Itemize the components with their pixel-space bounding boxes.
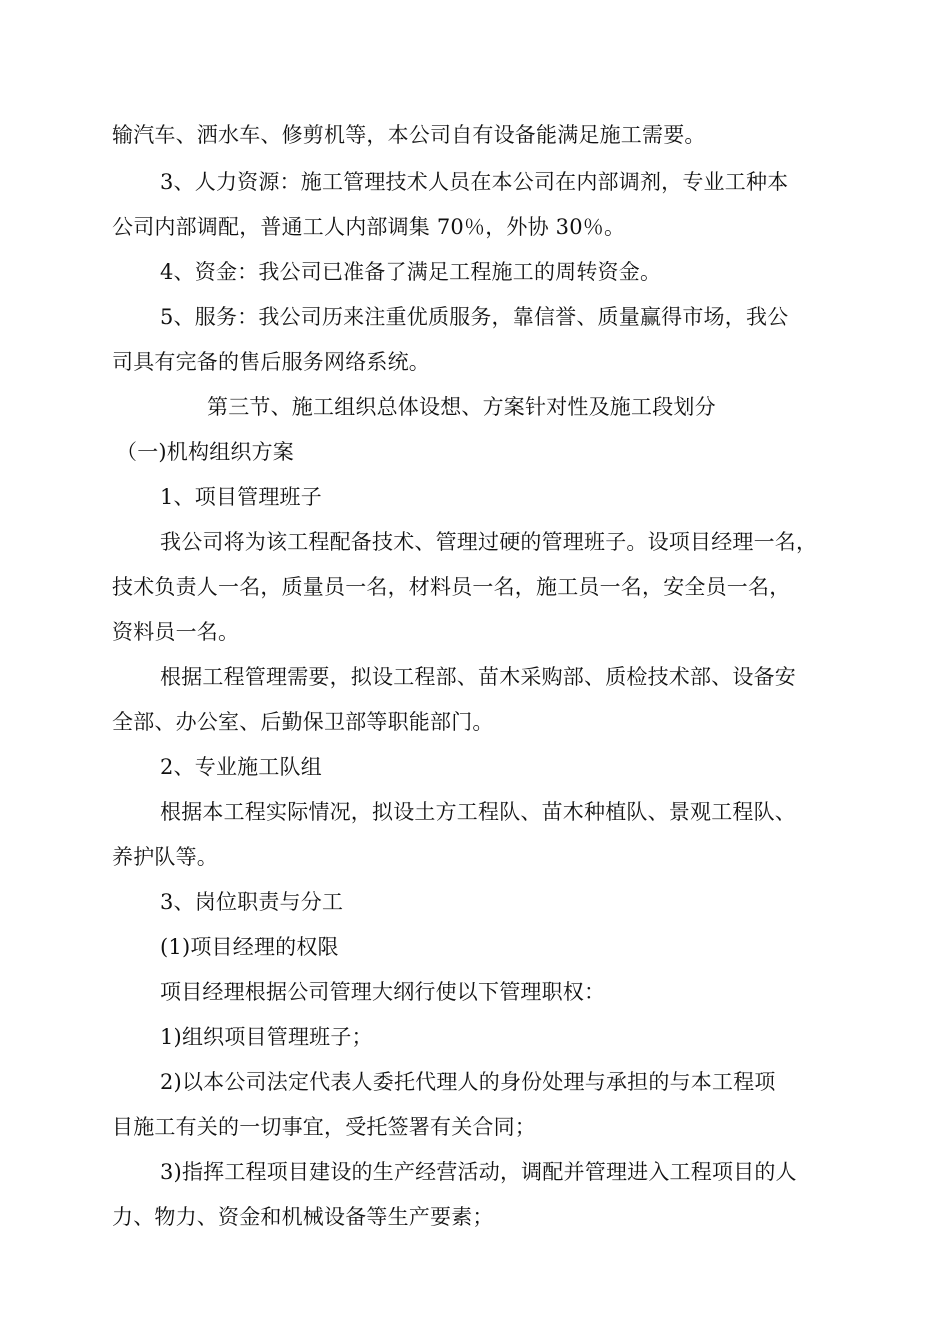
list-item: 3)指挥工程项目建设的生产经营活动，调配并管理进入工程项目的人 — [160, 1160, 797, 1184]
list-item: 2)以本公司法定代表人委托代理人的身份处理与承担的与本工程项 — [160, 1070, 776, 1094]
body-line: 项目经理根据公司管理大纲行使以下管理职权： — [160, 980, 606, 1004]
body-line: 根据本工程实际情况，拟设土方工程队、苗木种植队、景观工程队、 — [160, 800, 796, 824]
body-line: 力、物力、资金和机械设备等生产要素； — [112, 1205, 494, 1229]
body-line: 技术负责人一名，质量员一名，材料员一名，施工员一名，安全员一名， — [112, 575, 791, 599]
body-line: 我公司将为该工程配备技术、管理过硬的管理班子。设项目经理一名， — [160, 530, 818, 554]
body-line: 3、人力资源：施工管理技术人员在本公司在内部调剂，专业工种本 — [160, 170, 789, 194]
body-line: 司具有完备的售后服务网络系统。 — [112, 350, 430, 374]
item-heading: 3、岗位职责与分工 — [160, 890, 344, 914]
body-line: 根据工程管理需要，拟设工程部、苗木采购部、质检技术部、设备安 — [160, 665, 796, 689]
body-line: 全部、办公室、后勤保卫部等职能部门。 — [112, 710, 494, 734]
list-item: 1)组织项目管理班子； — [160, 1025, 373, 1049]
body-line: 5、服务：我公司历来注重优质服务，靠信誉、质量赢得市场，我公 — [160, 305, 789, 329]
item-heading: 1、项目管理班子 — [160, 485, 322, 509]
body-line: 公司内部调配，普通工人内部调集 70％，外协 30％。 — [112, 215, 626, 239]
item-heading: 2、专业施工队组 — [160, 755, 322, 779]
subsection-heading: （一)机构组织方案 — [116, 440, 294, 464]
body-line: 输汽车、洒水车、修剪机等，本公司自有设备能满足施工需要。 — [112, 123, 706, 147]
body-line: 4、资金：我公司已准备了满足工程施工的周转资金。 — [160, 260, 662, 284]
body-line: 资料员一名。 — [112, 620, 240, 644]
item-heading: (1)项目经理的权限 — [160, 935, 339, 959]
body-line: 养护队等。 — [112, 845, 218, 869]
section-heading: 第三节、施工组织总体设想、方案针对性及施工段划分 — [207, 395, 716, 419]
body-line: 目施工有关的一切事宜，受托签署有关合同； — [112, 1115, 536, 1139]
